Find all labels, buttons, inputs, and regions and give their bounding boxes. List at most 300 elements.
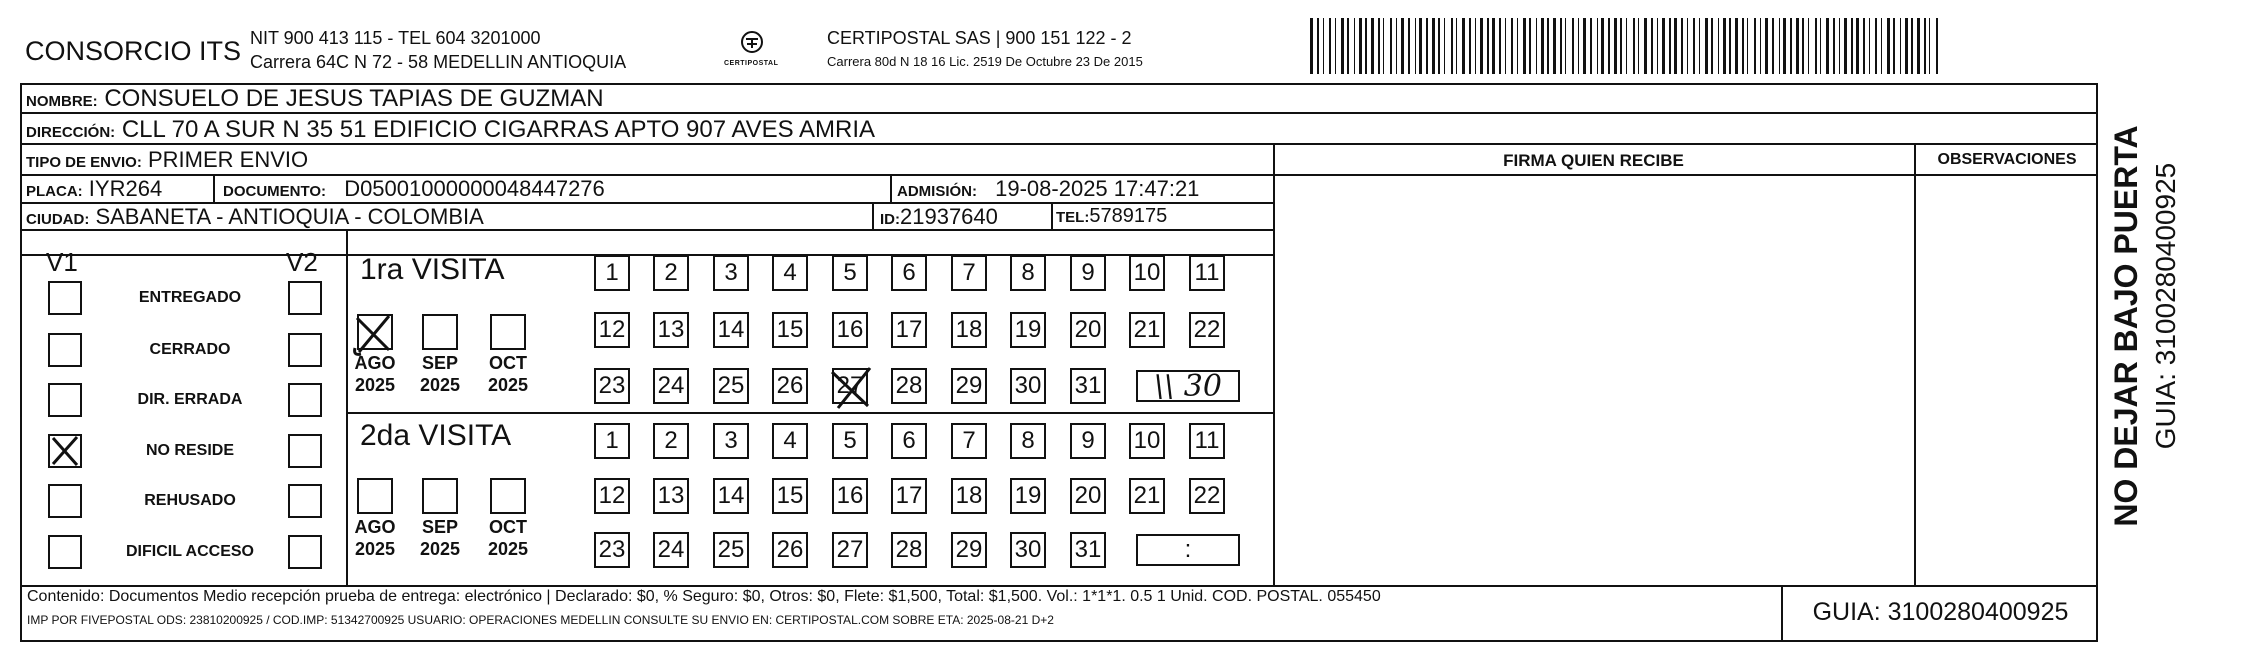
barcode-bar [1662, 18, 1665, 74]
day-number: 1 [605, 259, 619, 286]
side-warning: NO DEJAR BAJO PUERTA [2108, 125, 2144, 527]
day-number: 5 [843, 427, 857, 454]
barcode-bar [1765, 18, 1768, 74]
status-v1-checkbox[interactable] [48, 535, 82, 569]
day-number: 16 [836, 482, 864, 509]
barcode-bar [1917, 18, 1920, 74]
day-number: 6 [902, 427, 916, 454]
certipostal-logo [722, 28, 782, 72]
barcode-bar [1760, 18, 1761, 74]
month-year: 2025 [354, 539, 396, 559]
barcode-bar [1790, 18, 1792, 74]
month-checkbox[interactable] [490, 478, 526, 514]
barcode-bar [1881, 18, 1882, 74]
month-name: OCT [489, 517, 527, 537]
day-cell[interactable] [891, 312, 927, 348]
barcode-bar [1383, 18, 1384, 74]
barcode-bar [1911, 18, 1913, 74]
barcode-bar [1335, 18, 1336, 74]
status-v2-checkbox[interactable] [288, 281, 322, 315]
barcode-bar [1547, 18, 1549, 74]
day-cell[interactable] [951, 423, 987, 459]
day-number: 14 [717, 316, 745, 343]
barcode-bar [1681, 18, 1683, 74]
barcode-bar [1492, 18, 1495, 74]
month-name: OCT [489, 353, 527, 373]
day-number: 10 [1133, 259, 1161, 286]
day-cell[interactable] [594, 423, 630, 459]
barcode-bar [1887, 18, 1890, 74]
barcode-bar [1323, 18, 1324, 74]
barcode-bar [1426, 18, 1428, 74]
month-name: AGO [354, 517, 396, 537]
barcode-bar [1354, 18, 1355, 74]
barcode-bar [1924, 18, 1926, 74]
day-cell[interactable] [832, 368, 868, 404]
day-number: 31 [1074, 372, 1102, 399]
barcode-bar [1456, 18, 1457, 74]
barcode-bar [1620, 18, 1622, 74]
day-number: 28 [895, 536, 923, 563]
barcode-bar [1408, 18, 1410, 74]
day-number: 6 [902, 259, 916, 286]
barcode-bar [1438, 18, 1440, 74]
barcode-bar [1633, 18, 1635, 74]
barcode-bar [1796, 18, 1799, 74]
admission-field [897, 178, 1199, 200]
barcode-bar [1802, 18, 1804, 74]
document-value: D05001000000048447276 [344, 176, 605, 201]
address-row [26, 118, 875, 142]
day-cell[interactable] [1129, 312, 1165, 348]
day-number: 19 [1014, 316, 1042, 343]
day-cell[interactable] [713, 368, 749, 404]
barcode-bar [1711, 18, 1713, 74]
day-cell[interactable] [1129, 423, 1165, 459]
certipostal-line2: Carrera 80d N 18 16 Lic. 2519 De Octubre 23 De 2015 [827, 54, 1143, 69]
day-number: 28 [895, 372, 923, 399]
day-cell[interactable] [713, 532, 749, 568]
barcode-bar [1536, 18, 1537, 74]
day-cell[interactable] [713, 312, 749, 348]
barcode-bar [1900, 18, 1901, 74]
day-number: 2 [664, 427, 678, 454]
day-number: 1 [605, 427, 619, 454]
barcode-bar [1341, 18, 1344, 74]
day-cell[interactable] [653, 423, 689, 459]
send-type-label: TIPO DE ENVIO: [26, 154, 142, 171]
day-number: 29 [955, 372, 983, 399]
day-cell[interactable] [594, 478, 630, 514]
time-box[interactable] [1136, 370, 1240, 402]
status-label: ENTREGADO [138, 289, 242, 306]
day-cell[interactable] [1070, 368, 1106, 404]
month-name: SEP [421, 517, 459, 537]
barcode-bar [1419, 18, 1422, 74]
barcode-bar [1329, 18, 1331, 74]
day-number: 17 [895, 482, 923, 509]
day-number: 3 [724, 427, 738, 454]
barcode-bar [1735, 18, 1738, 74]
time-handwritten: \\ 30 [1154, 368, 1222, 404]
day-number: 18 [955, 482, 983, 509]
month-checkbox[interactable] [490, 314, 526, 350]
side-warning-wrap [2102, 95, 2212, 565]
barcode-bar [1396, 18, 1397, 74]
day-number: 17 [895, 316, 923, 343]
status-v2-checkbox[interactable] [288, 434, 322, 468]
day-cell[interactable] [653, 478, 689, 514]
month-checkbox[interactable] [357, 478, 393, 514]
day-number: 2 [664, 259, 678, 286]
day-cell[interactable] [594, 312, 630, 348]
day-cell[interactable] [1070, 532, 1106, 568]
barcode-bar [1480, 18, 1483, 74]
barcode-bar [1415, 18, 1416, 74]
day-cell[interactable] [951, 312, 987, 348]
barcode-bar [1553, 18, 1556, 74]
barcode-bar [1590, 18, 1592, 74]
day-number: 16 [836, 316, 864, 343]
day-number: 30 [1014, 536, 1042, 563]
barcode-bar [1699, 18, 1700, 74]
day-cell[interactable] [772, 368, 808, 404]
barcode-bar [1856, 18, 1859, 74]
id-value: 21937640 [900, 204, 998, 229]
day-cell[interactable] [1010, 312, 1046, 348]
status-v2-checkbox[interactable] [288, 535, 322, 569]
address-line: Carrera 64C N 72 - 58 MEDELLIN ANTIOQUIA [250, 52, 627, 72]
barcode-bar [1844, 18, 1847, 74]
day-number: 12 [598, 482, 626, 509]
content-line: Contenido: Documentos Medio recepción prueba de entrega: electrónico | Declarado: $0, % Seguro: $0, Otros: $0, Flete: $1,500, Total: $1,500. Vol.: 1*1*1. 0.5 1 Unid. COD. POSTAL. 055450 [27, 588, 1381, 605]
status-v1-checkbox[interactable] [48, 484, 82, 518]
day-number: 31 [1074, 536, 1102, 563]
day-cell[interactable] [1189, 478, 1225, 514]
month-year: 2025 [487, 375, 529, 395]
day-cell[interactable] [1129, 478, 1165, 514]
day-cell[interactable] [713, 478, 749, 514]
month-name: SEP [421, 353, 459, 373]
day-cell[interactable] [772, 478, 808, 514]
barcode-bar [1347, 18, 1349, 74]
day-cell[interactable] [891, 478, 927, 514]
barcode-bar [1644, 18, 1647, 74]
day-cell[interactable] [832, 312, 868, 348]
day-number: 5 [843, 259, 857, 286]
day-cell[interactable] [832, 423, 868, 459]
barcode-bar [1451, 18, 1453, 74]
day-cell[interactable] [653, 368, 689, 404]
day-cell[interactable] [653, 532, 689, 568]
day-cell[interactable] [1070, 423, 1106, 459]
day-number: 13 [657, 482, 685, 509]
barcode-bar [1754, 18, 1756, 74]
day-number: 26 [776, 536, 804, 563]
barcode-bar [1371, 18, 1374, 74]
barcode-bar [1863, 18, 1865, 74]
barcode-bar [1638, 18, 1639, 74]
document-field [223, 178, 605, 200]
day-cell[interactable] [891, 532, 927, 568]
visit1-title: 1ra VISITA [360, 253, 505, 286]
barcode-bar [1523, 18, 1526, 74]
barcode-bar [1359, 18, 1362, 74]
barcode-bar [1851, 18, 1853, 74]
day-number: 12 [598, 316, 626, 343]
day-number: 26 [776, 372, 804, 399]
day-number: 4 [783, 259, 797, 286]
barcode-bar [1608, 18, 1610, 74]
name-value: CONSUELO DE JESUS TAPIAS DE GUZMAN [104, 85, 604, 112]
day-cell[interactable] [772, 312, 808, 348]
day-number: 15 [776, 482, 804, 509]
barcode-bar [1597, 18, 1598, 74]
day-number: 10 [1133, 427, 1161, 454]
side-guia: GUIA: 3100280400925 [2150, 162, 2181, 450]
barcode-bar [1499, 18, 1501, 74]
day-number: 22 [1193, 316, 1221, 343]
month-year: 2025 [419, 539, 461, 559]
barcode-bar [1905, 18, 1908, 74]
status-v1-checkbox[interactable] [48, 333, 82, 367]
day-cell[interactable] [1010, 478, 1046, 514]
status-v2-checkbox[interactable] [288, 383, 322, 417]
status-label: DIFICIL ACCESO [125, 543, 254, 560]
signature-header: FIRMA QUIEN RECIBE [1503, 151, 1684, 170]
barcode-bar [1390, 18, 1392, 74]
day-cell[interactable] [832, 532, 868, 568]
barcode-bar [1839, 18, 1840, 74]
barcode [1310, 18, 1942, 74]
barcode-bar [1651, 18, 1653, 74]
barcode-bar [1583, 18, 1586, 74]
city-label: CIUDAD: [26, 211, 90, 228]
barcode-bar [1511, 18, 1513, 74]
barcode-bar [1783, 18, 1786, 74]
status-label: CERRADO [149, 341, 231, 358]
day-cell[interactable] [951, 532, 987, 568]
barcode-bar [1929, 18, 1930, 74]
day-number: 27 [836, 372, 864, 399]
barcode-bar [1820, 18, 1821, 74]
barcode-bar [1578, 18, 1579, 74]
send-type-value: PRIMER ENVIO [147, 147, 309, 172]
barcode-bar [1462, 18, 1465, 74]
day-cell[interactable] [1070, 312, 1106, 348]
barcode-bar [1365, 18, 1367, 74]
day-number: 7 [962, 427, 976, 454]
day-number: 11 [1194, 259, 1220, 286]
admission-value: 19-08-2025 17:47:21 [995, 176, 1200, 201]
id-field [880, 206, 998, 228]
barcode-bar [1869, 18, 1870, 74]
status-v2-checkbox[interactable] [288, 333, 322, 367]
day-number: 3 [724, 259, 738, 286]
day-number: 27 [836, 536, 864, 563]
barcode-bar [1657, 18, 1658, 74]
v1-label: V1 [46, 247, 78, 277]
day-cell[interactable] [713, 255, 749, 291]
day-number: 7 [962, 259, 976, 286]
city-field [26, 206, 484, 228]
address-label: DIRECCIÓN: [26, 124, 116, 141]
day-cell[interactable] [594, 255, 630, 291]
day-cell[interactable] [832, 255, 868, 291]
day-cell[interactable] [951, 368, 987, 404]
day-number: 15 [776, 316, 804, 343]
day-number: 20 [1074, 482, 1102, 509]
day-cell[interactable] [1010, 368, 1046, 404]
day-cell[interactable] [594, 532, 630, 568]
day-number: 21 [1133, 316, 1161, 343]
day-number: 18 [955, 316, 983, 343]
status-v1-checkbox[interactable] [48, 281, 82, 315]
day-number: 19 [1014, 482, 1042, 509]
logo-text: CERTIPOSTAL [724, 60, 779, 67]
status-v1-checkbox[interactable] [48, 383, 82, 417]
plate-label: PLACA: [26, 183, 83, 200]
day-mark-icon [828, 364, 876, 412]
barcode-bar [1317, 18, 1319, 74]
day-number: 29 [955, 536, 983, 563]
barcode-bar [1772, 18, 1774, 74]
plate-value: IYR264 [88, 176, 163, 201]
day-number: 23 [598, 536, 626, 563]
status-v1-checkbox[interactable] [48, 434, 82, 468]
barcode-bar [1565, 18, 1566, 74]
company-name: CONSORCIO ITS [25, 36, 242, 66]
day-cell[interactable] [951, 478, 987, 514]
day-cell[interactable] [832, 478, 868, 514]
day-cell[interactable] [891, 255, 927, 291]
month-year: 2025 [354, 375, 396, 395]
day-number: 24 [657, 372, 685, 399]
tel-field [1056, 206, 1167, 226]
barcode-bar [1742, 18, 1744, 74]
barcode-bar [1826, 18, 1829, 74]
document-label: DOCUMENTO: [223, 183, 327, 200]
day-cell[interactable] [772, 255, 808, 291]
barcode-bar [1669, 18, 1671, 74]
barcode-bar [1779, 18, 1780, 74]
barcode-bar [1475, 18, 1476, 74]
day-cell[interactable] [1189, 255, 1225, 291]
day-number: 4 [783, 427, 797, 454]
barcode-bar [1705, 18, 1708, 74]
barcode-bar [1310, 18, 1313, 74]
barcode-bar [1505, 18, 1506, 74]
nit-line: NIT 900 413 115 - TEL 604 3201000 [250, 28, 541, 48]
month-checkbox[interactable] [357, 314, 393, 350]
day-number: 30 [1014, 372, 1042, 399]
day-cell[interactable] [1010, 255, 1046, 291]
tel-label: TEL: [1056, 209, 1090, 226]
day-cell[interactable] [1010, 423, 1046, 459]
time-separator: : [1184, 536, 1192, 563]
day-cell[interactable] [1070, 255, 1106, 291]
name-label: NOMBRE: [26, 93, 98, 110]
day-number: 9 [1081, 259, 1095, 286]
barcode-bar [1517, 18, 1518, 74]
barcode-bar [1674, 18, 1677, 74]
barcode-bar [1444, 18, 1445, 74]
barcode-bar [1718, 18, 1719, 74]
day-number: 11 [1194, 427, 1220, 454]
status-label: DIR. ERRADA [137, 391, 243, 408]
day-number: 25 [717, 372, 745, 399]
footer-guia: GUIA: 3100280400925 [1812, 598, 2069, 626]
barcode-bar [1875, 18, 1877, 74]
month-year: 2025 [419, 375, 461, 395]
barcode-bar [1833, 18, 1835, 74]
certipostal-line1: CERTIPOSTAL SAS | 900 151 122 - 2 [827, 28, 1132, 48]
barcode-bar [1560, 18, 1562, 74]
barcode-bar [1693, 18, 1695, 74]
day-cell[interactable] [891, 368, 927, 404]
day-cell[interactable] [1189, 312, 1225, 348]
barcode-bar [1378, 18, 1380, 74]
barcode-bar [1401, 18, 1404, 74]
day-cell[interactable] [653, 312, 689, 348]
day-cell[interactable] [891, 423, 927, 459]
barcode-bar [1469, 18, 1471, 74]
month-year: 2025 [487, 539, 529, 559]
time-box[interactable] [1136, 534, 1240, 566]
day-cell[interactable] [653, 255, 689, 291]
month-checkbox[interactable] [422, 478, 458, 514]
barcode-bar [1687, 18, 1688, 74]
status-label: REHUSADO [144, 492, 236, 509]
barcode-bar [1432, 18, 1435, 74]
v2-label: V2 [286, 247, 318, 277]
barcode-bar [1936, 18, 1938, 74]
day-cell[interactable] [951, 255, 987, 291]
day-cell[interactable] [1129, 255, 1165, 291]
day-number: 9 [1081, 427, 1095, 454]
barcode-bar [1815, 18, 1817, 74]
barcode-bar [1614, 18, 1617, 74]
status-v2-checkbox[interactable] [288, 484, 322, 518]
barcode-bar [1723, 18, 1726, 74]
day-cell[interactable] [1010, 532, 1046, 568]
barcode-bar [1893, 18, 1895, 74]
day-cell[interactable] [1189, 423, 1225, 459]
address-value: CLL 70 A SUR N 35 51 EDIFICIO CIGARRAS APTO 907 AVES AMRIA [121, 116, 876, 143]
day-number: 13 [657, 316, 685, 343]
day-number: 21 [1133, 482, 1161, 509]
barcode-bar [1572, 18, 1574, 74]
month-name: AGO [354, 353, 396, 373]
barcode-bar [1626, 18, 1627, 74]
barcode-bar [1529, 18, 1531, 74]
day-number: 8 [1021, 427, 1035, 454]
month-checkbox[interactable] [422, 314, 458, 350]
name-row [26, 87, 604, 111]
barcode-bar [1747, 18, 1748, 74]
day-cell[interactable] [772, 423, 808, 459]
day-cell[interactable] [1070, 478, 1106, 514]
day-cell[interactable] [772, 532, 808, 568]
day-number: 22 [1193, 482, 1221, 509]
barcode-bar [1808, 18, 1809, 74]
day-cell[interactable] [713, 423, 749, 459]
day-cell[interactable] [594, 368, 630, 404]
day-number: 14 [717, 482, 745, 509]
imp-line: IMP POR FIVEPOSTAL ODS: 23810200925 / COD.IMP: 51342700925 USUARIO: OPERACIONES MEDELLIN CONSULTE SU ENVIO EN: CERTIPOSTAL.COM SOBRE ETA: 2025-08-21 D+2 [27, 613, 1054, 627]
id-label: ID: [880, 211, 900, 228]
day-number: 8 [1021, 259, 1035, 286]
